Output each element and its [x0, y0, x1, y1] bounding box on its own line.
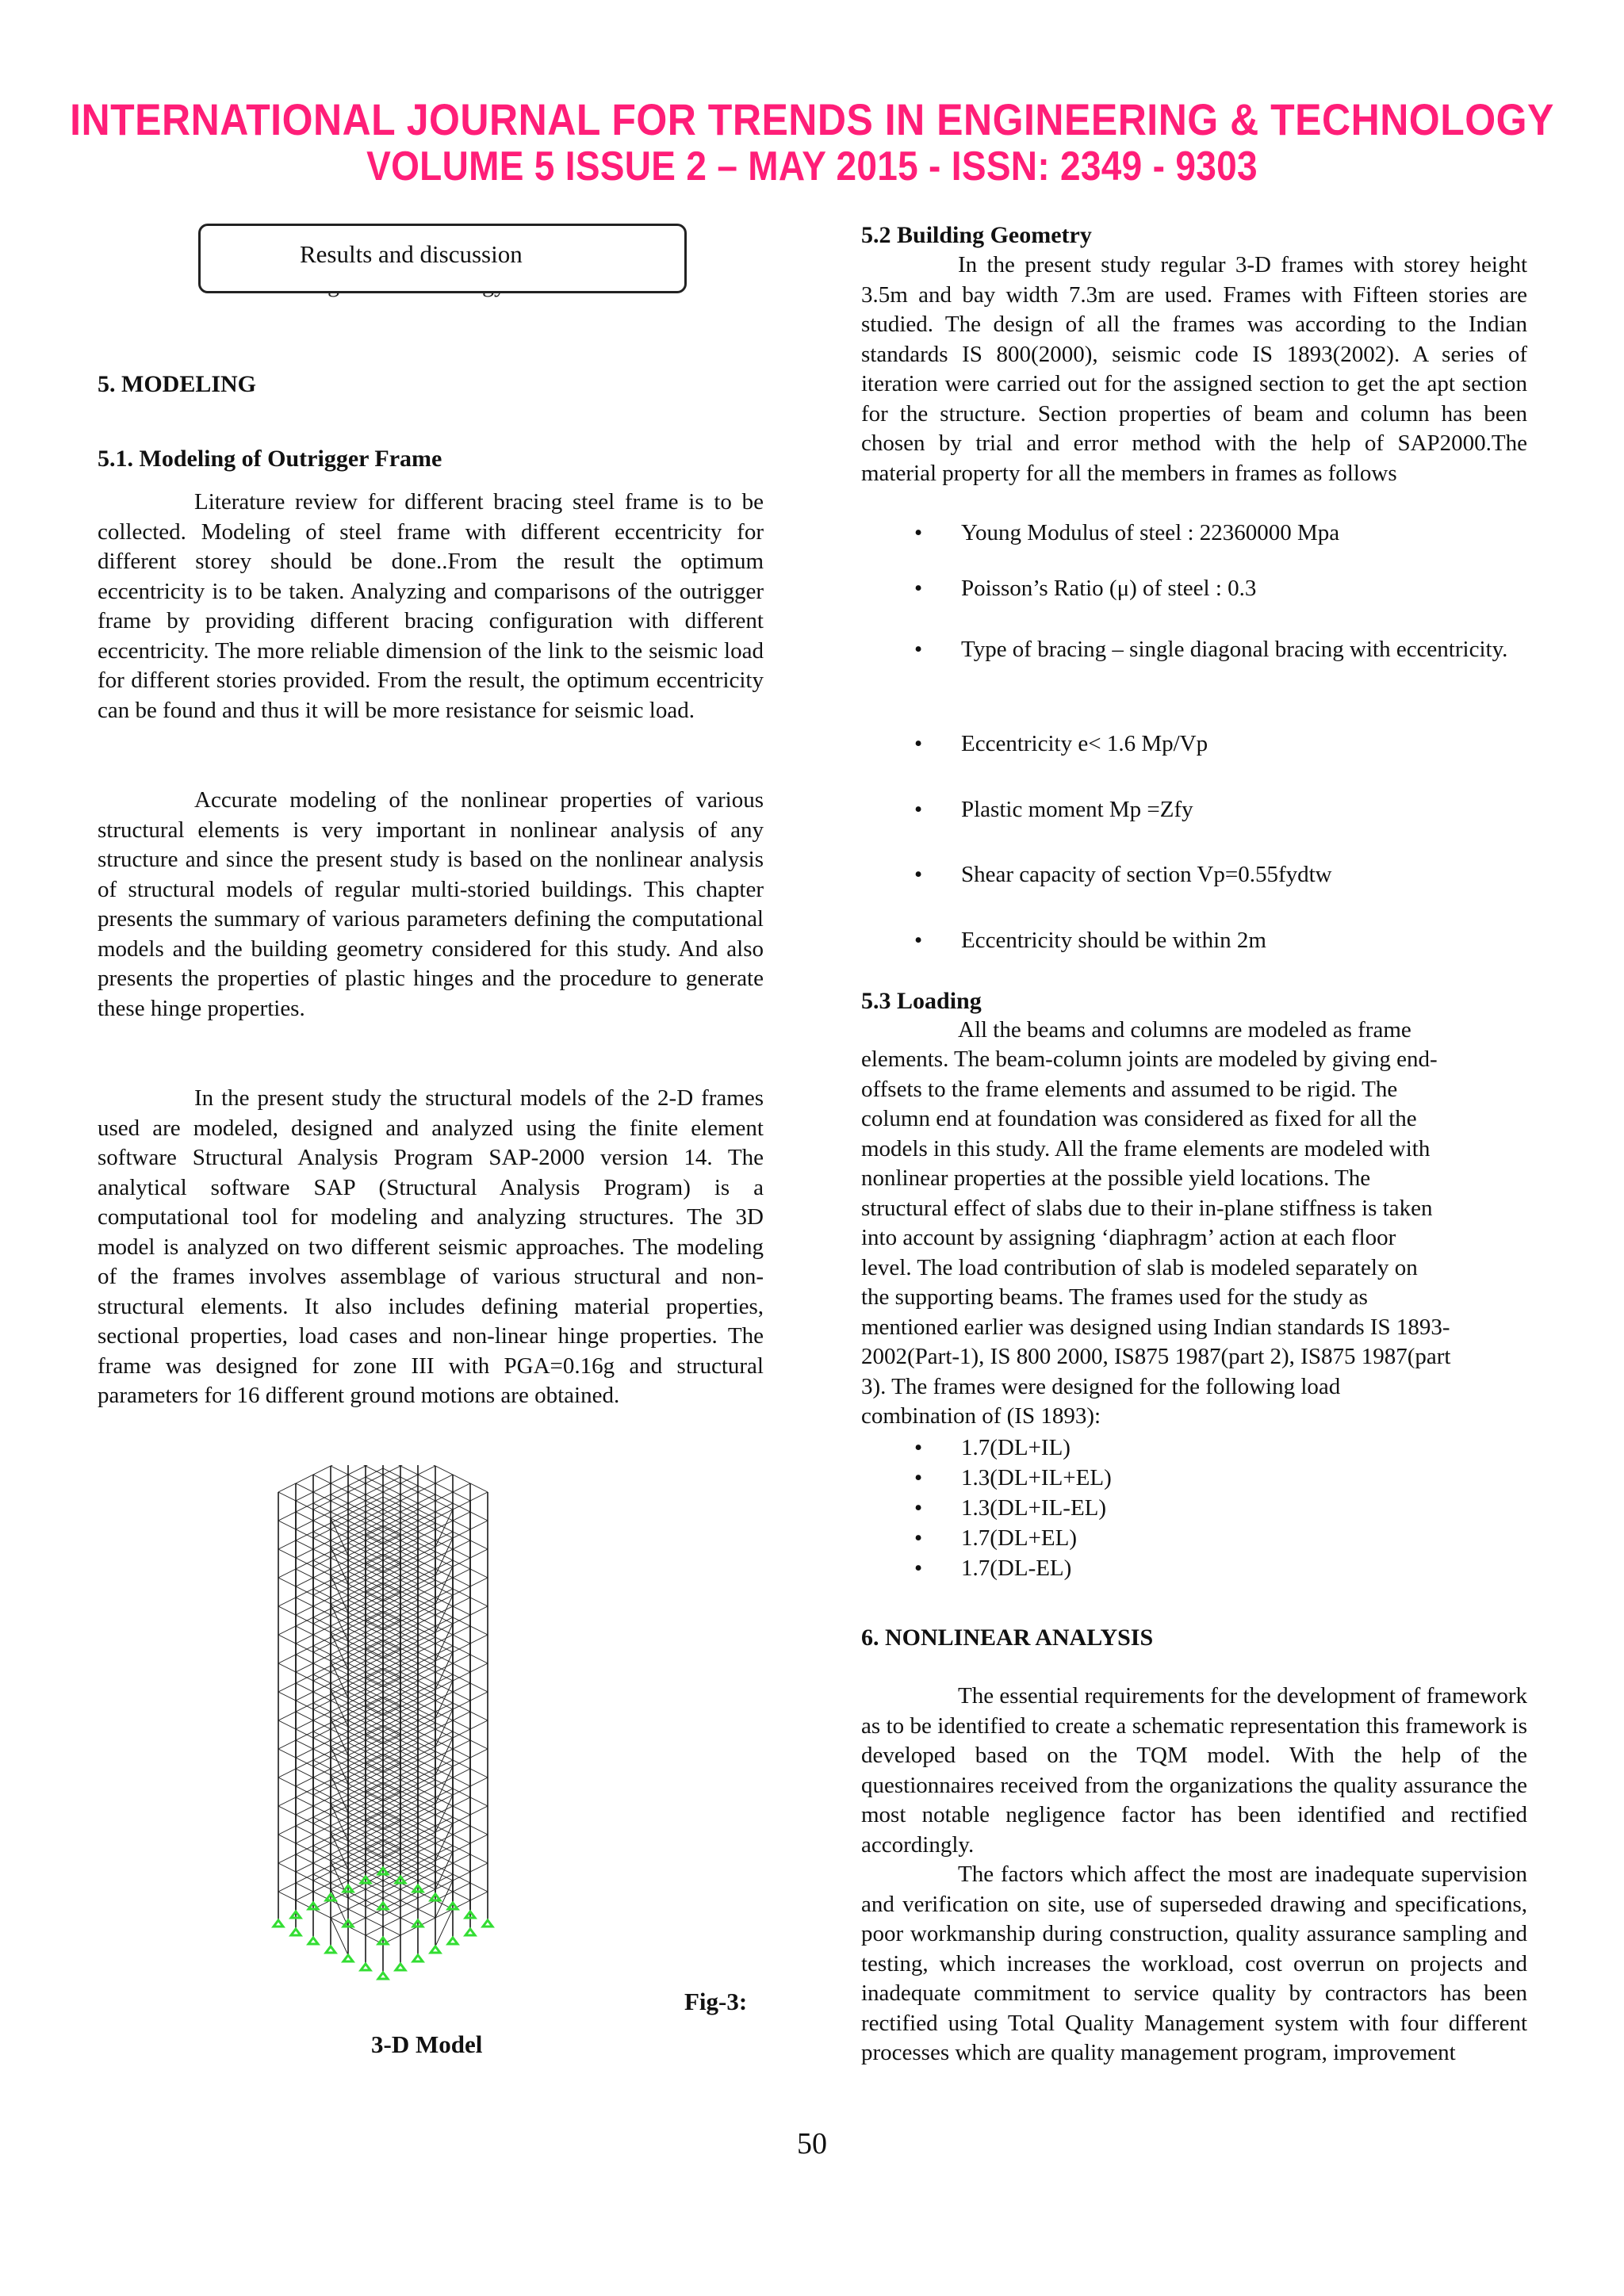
journal-title: INTERNATIONAL JOURNAL FOR TRENDS IN ENGINEERING & TECHNOLOGY — [70, 94, 1554, 145]
loading-line: elements. The beam-column joints are modeled by giving end- — [861, 1047, 1438, 1072]
left-paragraph-3: In the present study the structural models of the 2-D frames used are modeled, designed and analyzed using the finite element software Structural Analysis Program SAP-2000 version 14. The analytical software SAP (Structural Analysis Program) is a computational tool for modeling and analyzing structures. The 3D model is analyzed on two different seismic approaches. The modeling of the frames involves assemblage of various structural and non-structural elements. It also includes defining material properties, sectional properties, load cases and non-linear hinge properties. The frame was designed for zone III with PGA=0.16g and structural parameters for 16 different ground motions are obtained. — [98, 1085, 764, 1408]
support-icon — [308, 1938, 318, 1944]
section-6-heading: 6. NONLINEAR ANALYSIS — [861, 1624, 1154, 1651]
support-icon — [396, 1964, 405, 1970]
loading-line: offsets to the frame elements and assumed to be rigid. The — [861, 1076, 1398, 1102]
support-icon — [465, 1929, 475, 1935]
page-number: 50 — [797, 2127, 827, 2160]
left-paragraph-1: Literature review for different bracing steel frame is to be collected. Modeling of steel frame with different eccentricity for different storey should be done..From the result the optimum eccentricity is to be taken. Analyzing and comparisons of the outrigger frame by providing different bracing configuration with different eccentricity. The more reliable dimension of the link to the seismic load for different stories provided. From the result, the optimum eccentricity can be found and thus it will be more resistance for seismic load. — [98, 489, 764, 723]
figure-3-caption: 3-D Model — [371, 2030, 483, 2058]
loading-paragraph — [861, 1045, 1527, 1432]
section-5-3-heading: 5.3 Loading — [861, 988, 982, 1014]
section-5-1-heading: 5.1. Modeling of Outrigger Frame — [98, 446, 442, 472]
loading-line: column end at foundation was considered as fixed for all the — [861, 1106, 1417, 1131]
loading-line: 3). The frames were designed for the following load — [861, 1373, 1341, 1399]
right-paragraph-1: In the present study regular 3-D frames with storey height 3.5m and bay width 7.3m are used. Frames with Fifteen stories are studied. The design of all the frames was according to the Indian standards IS 800(2000), seismic code IS 1893(2002). A series of iteration were carried out for the assigned section to get the apt section for the structure. Section properties of beam and column has been chosen by trial and error method with the help of SAP2000.The material property for all the members in frames as follows — [861, 252, 1527, 486]
journal-issue: VOLUME 5 ISSUE 2 – MAY 2015 - ISSN: 2349 - 9303 — [366, 142, 1258, 189]
left-paragraph-2: Accurate modeling of the nonlinear properties of various structural elements is very important in nonlinear analysis of any structure and since the present study is based on the nonlinear analysis of structural models of regular multi-storied buildings. This chapter presents the summary of various parameters defining the computational models and the building geometry considered for this study. And also presents the properties of plastic hinges and the procedure to generate these hinge properties. — [98, 787, 764, 1021]
support-icon — [431, 1946, 440, 1953]
section-5-2-heading: 5.2 Building Geometry — [861, 222, 1092, 248]
results-callout-box — [198, 224, 687, 293]
support-icon — [326, 1946, 335, 1953]
support-icon — [378, 1973, 388, 1979]
loading-line: level. The load contribution of slab is modeled separately on — [861, 1254, 1418, 1280]
loading-line: into account by assigning ‘diaphragm’ action at each floor — [861, 1225, 1396, 1250]
3d-model-figure — [129, 1465, 637, 2004]
support-icon — [343, 1955, 353, 1961]
support-icon — [291, 1929, 301, 1935]
support-icon — [274, 1920, 283, 1927]
loading-line: nonlinear properties at the possible yield locations. The — [861, 1165, 1371, 1191]
loading-first-line: All the beams and columns are modeled as frame — [958, 1017, 1411, 1043]
support-icon — [413, 1955, 423, 1961]
loading-line: combination of (IS 1893): — [861, 1403, 1101, 1429]
loading-line: models in this study. All the frame elements are modeled with — [861, 1135, 1431, 1161]
loading-line: the supporting beams. The frames used for the study as — [861, 1284, 1368, 1310]
support-icon — [483, 1920, 492, 1927]
loading-line: structural effect of slabs due to their in-plane stiffness is taken — [861, 1195, 1433, 1221]
figure-3-label: Fig-3: — [684, 1988, 748, 2015]
callout-label: Results and discussion — [300, 240, 523, 268]
loading-line: 2002(Part-1), IS 800 2000, IS875 1987(part 2), IS875 1987(part — [861, 1344, 1451, 1369]
loading-line: mentioned earlier was designed using Indian standards IS 1893- — [861, 1314, 1450, 1340]
right-paragraph-3: The essential requirements for the development of framework as to be identified to create a schematic representation this framework is developed based on the TQM model. With the help of the questionnaires received from the organizations the quality assurance the most notable negligence factor has been identified and rectified accordingly. — [861, 1683, 1527, 1858]
support-icon — [448, 1938, 458, 1944]
section-5-heading: 5. MODELING — [98, 371, 257, 397]
support-icon — [361, 1964, 370, 1970]
right-paragraph-4: The factors which affect the most are inadequate supervision and verification on site, use of superseded drawing and specifications, poor workmanship during construction, quality assurance sampling and testing, which increases the workload, cost overrun on projects and inadequate commitment to service quality by contractors has been rectified using Total Quality Management system with four different processes which are quality management program, improvement — [861, 1862, 1527, 2065]
